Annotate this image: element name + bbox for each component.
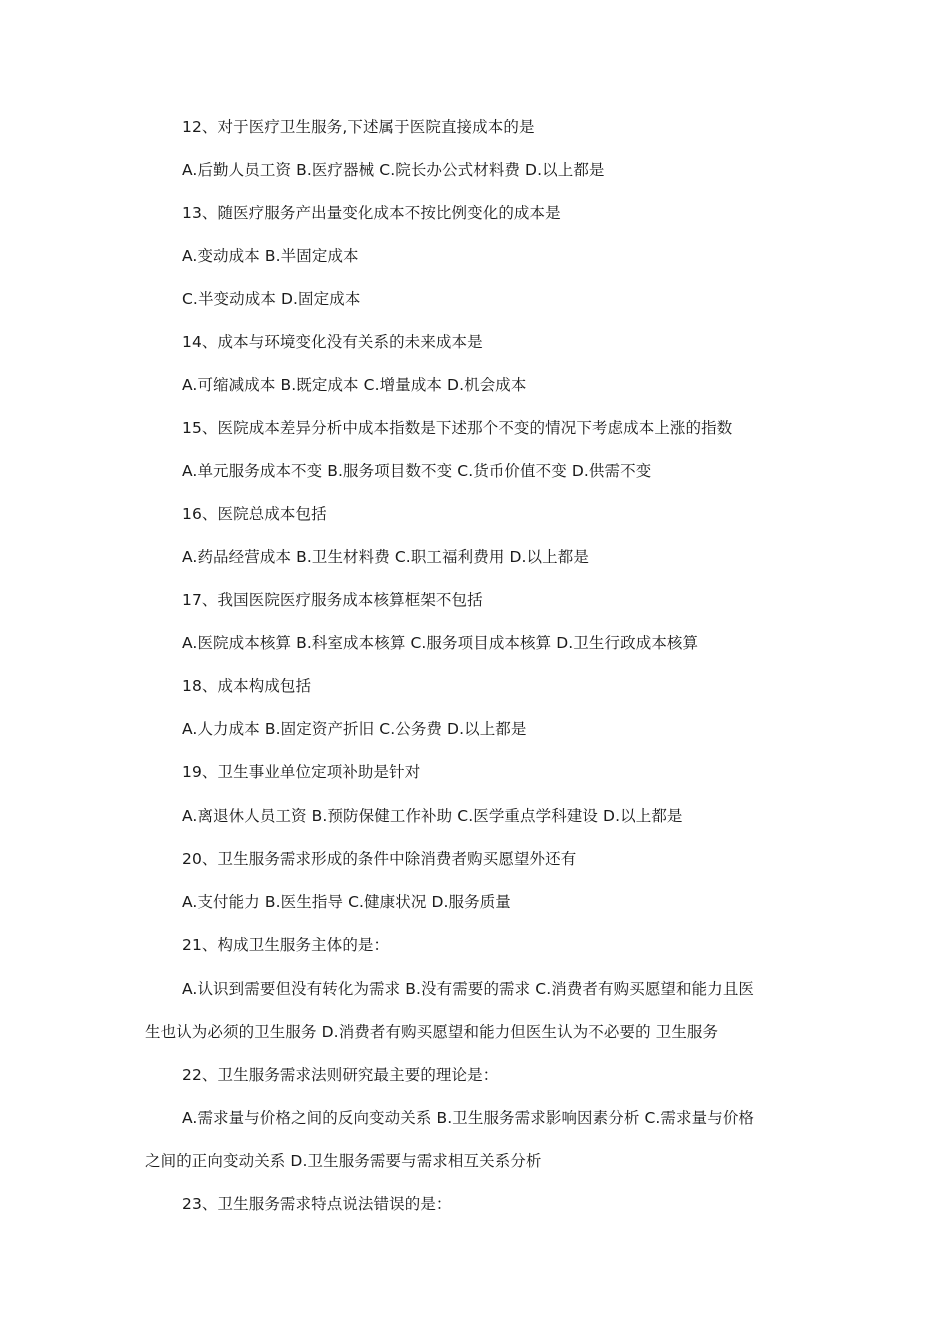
question-15: 15、医院成本差异分析中成本指数是下述那个不变的情况下考虑成本上涨的指数 xyxy=(182,419,733,437)
options-21-line-2: 生也认为必须的卫生服务 D.消费者有购买愿望和能力但医生认为不必要的 卫生服务 xyxy=(145,1023,719,1041)
question-12: 12、对于医疗卫生服务,下述属于医院直接成本的是 xyxy=(182,118,535,136)
options-18: A.人力成本 B.固定资产折旧 C.公务费 D.以上都是 xyxy=(182,720,527,738)
options-19: A.离退休人员工资 B.预防保健工作补助 C.医学重点学科建设 D.以上都是 xyxy=(182,807,683,825)
options-12: A.后勤人员工资 B.医疗器械 C.院长办公式材料费 D.以上都是 xyxy=(182,161,605,179)
question-22: 22、卫生服务需求法则研究最主要的理论是： xyxy=(182,1066,499,1084)
options-22-line-2: 之间的正向变动关系 D.卫生服务需要与需求相互关系分析 xyxy=(145,1152,542,1170)
question-18: 18、成本构成包括 xyxy=(182,677,312,695)
options-17: A.医院成本核算 B.科室成本核算 C.服务项目成本核算 D.卫生行政成本核算 xyxy=(182,634,699,652)
options-14: A.可缩减成本 B.既定成本 C.增量成本 D.机会成本 xyxy=(182,376,527,394)
options-21-line-1: A.认识到需要但没有转化为需求 B.没有需要的需求 C.消费者有购买愿望和能力且医 xyxy=(182,980,755,998)
options-13-line-1: A.变动成本 B.半固定成本 xyxy=(182,247,359,265)
question-20: 20、卫生服务需求形成的条件中除消费者购买愿望外还有 xyxy=(182,850,577,868)
question-19: 19、卫生事业单位定项补助是针对 xyxy=(182,763,421,781)
question-13: 13、随医疗服务产出量变化成本不按比例变化的成本是 xyxy=(182,204,561,222)
question-21: 21、构成卫生服务主体的是： xyxy=(182,936,390,954)
question-17: 17、我国医院医疗服务成本核算框架不包括 xyxy=(182,591,483,609)
options-15: A.单元服务成本不变 B.服务项目数不变 C.货币价值不变 D.供需不变 xyxy=(182,462,652,480)
options-13-line-2: C.半变动成本 D.固定成本 xyxy=(182,290,361,308)
question-14: 14、成本与环境变化没有关系的未来成本是 xyxy=(182,333,483,351)
question-23: 23、卫生服务需求特点说法错误的是： xyxy=(182,1195,452,1213)
options-20: A.支付能力 B.医生指导 C.健康状况 D.服务质量 xyxy=(182,893,511,911)
question-16: 16、医院总成本包括 xyxy=(182,505,327,523)
options-22-line-1: A.需求量与价格之间的反向变动关系 B.卫生服务需求影响因素分析 C.需求量与价格 xyxy=(182,1109,755,1127)
options-16: A.药品经营成本 B.卫生材料费 C.职工福利费用 D.以上都是 xyxy=(182,548,589,566)
